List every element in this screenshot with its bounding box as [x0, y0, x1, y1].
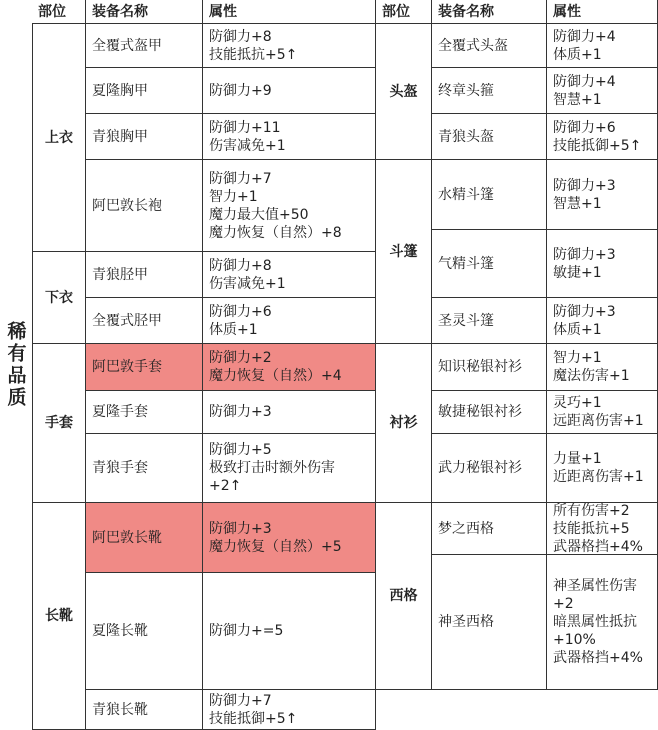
item-attr	[203, 503, 376, 573]
item-name	[432, 230, 547, 298]
item-name-text: 圣灵斗篷	[438, 312, 494, 329]
category-label-text: 手套	[45, 415, 73, 431]
item-name	[86, 503, 203, 573]
category-label	[376, 160, 432, 344]
item-attr	[203, 68, 376, 114]
item-attr	[547, 555, 658, 690]
item-attr	[547, 503, 658, 555]
item-name	[432, 555, 547, 690]
item-name-text: 气精斗篷	[438, 255, 494, 272]
item-name-text: 武力秘银衬衫	[438, 460, 522, 476]
item-name	[432, 344, 547, 391]
category-label	[376, 24, 432, 160]
item-name-text: 青狼头盔	[438, 128, 494, 145]
item-name-text: 阿巴敦手套	[92, 359, 162, 375]
item-attr-text: 防御力+8 技能抵抗+5↑	[209, 28, 298, 63]
item-name	[86, 690, 203, 730]
item-name	[86, 298, 203, 344]
item-attr	[547, 68, 658, 114]
item-attr	[203, 391, 376, 434]
category-label-text: 上衣	[45, 129, 73, 146]
item-name	[86, 24, 203, 68]
item-attr	[547, 344, 658, 391]
item-name-text: 水精斗篷	[438, 186, 494, 203]
item-name	[432, 434, 547, 503]
item-attr	[547, 298, 658, 344]
category-label-text: 头盔	[389, 83, 418, 100]
item-attr	[203, 24, 376, 68]
item-attr	[547, 230, 658, 298]
item-attr	[547, 160, 658, 230]
item-name-text: 知识秘银衬衫	[438, 359, 522, 375]
item-name-text: 阿巴敦长袍	[92, 197, 162, 214]
header-part-2	[376, 0, 432, 24]
item-name-text: 青狼胸甲	[92, 128, 148, 145]
item-attr-text: 防御力+3 体质+1	[553, 303, 616, 338]
item-name	[432, 24, 547, 68]
item-name-text: 青狼手套	[92, 460, 148, 476]
item-attr-text: 智力+1 魔法伤害+1	[553, 350, 630, 384]
item-attr-text: 力量+1 近距离伤害+1	[553, 451, 644, 485]
header-name-2	[432, 0, 547, 24]
item-name-text: 阿巴敦长靴	[92, 529, 162, 546]
item-attr-text: 防御力+3	[209, 404, 272, 420]
item-attr	[547, 24, 658, 68]
item-name-text: 神圣西格	[438, 614, 494, 630]
category-label-text: 长靴	[45, 608, 73, 624]
item-name	[86, 344, 203, 391]
category-label	[32, 24, 86, 252]
item-name-text: 终章头箍	[438, 82, 494, 99]
header-attr-text: 属性	[209, 3, 237, 20]
item-attr	[547, 434, 658, 503]
item-name	[86, 391, 203, 434]
item-attr	[203, 434, 376, 503]
item-attr	[203, 573, 376, 690]
header-attr	[203, 0, 376, 24]
category-label-text: 西格	[389, 588, 418, 604]
item-name-text: 全覆式盔甲	[92, 37, 162, 54]
item-attr	[203, 160, 376, 252]
item-attr-text: 防御力+=5	[209, 623, 284, 639]
item-attr	[547, 114, 658, 160]
item-attr-text: 防御力+9	[209, 82, 272, 99]
item-name-text: 夏隆胸甲	[92, 82, 148, 99]
item-attr	[203, 344, 376, 391]
item-attr	[203, 252, 376, 298]
item-name	[432, 114, 547, 160]
item-name-text: 梦之西格	[438, 520, 494, 537]
item-name	[86, 252, 203, 298]
item-name	[86, 160, 203, 252]
rarity-label: 稀有品质	[4, 321, 27, 409]
item-attr-text: 灵巧+1 远距离伤害+1	[553, 395, 644, 429]
item-attr-text: 防御力+3 智慧+1	[553, 177, 616, 212]
item-name-text: 青狼长靴	[92, 701, 148, 718]
item-name	[432, 503, 547, 555]
category-label	[376, 344, 432, 503]
item-name	[432, 160, 547, 230]
item-attr-text: 防御力+8 伤害减免+1	[209, 257, 286, 292]
category-label-text: 衬衫	[389, 415, 418, 431]
item-attr	[203, 298, 376, 344]
item-attr-text: 防御力+11 伤害减免+1	[209, 119, 286, 154]
category-label	[32, 252, 86, 344]
header-name-text: 装备名称	[92, 3, 148, 20]
item-attr-text: 防御力+3 魔力恢复（自然）+5	[209, 520, 342, 555]
item-attr-text: 防御力+7 智力+1 魔力最大值+50 魔力恢复（自然）+8	[209, 170, 342, 241]
item-name	[432, 391, 547, 434]
item-name-text: 青狼胫甲	[92, 266, 148, 283]
category-label-text: 下衣	[45, 289, 73, 306]
item-attr-text: 防御力+2 魔力恢复（自然）+4	[209, 350, 342, 384]
category-label	[32, 344, 86, 503]
item-attr-text: 所有伤害+2 技能抵抗+5 武器格挡+4%	[553, 503, 643, 555]
item-attr	[203, 114, 376, 160]
item-attr-text: 防御力+5 极致打击时额外伤害 +2↑	[209, 442, 335, 494]
header-name-2-text: 装备名称	[438, 3, 494, 20]
header-part-2-text: 部位	[382, 3, 410, 20]
category-label	[32, 503, 86, 730]
header-part	[32, 0, 86, 24]
item-name	[432, 298, 547, 344]
item-attr-text: 神圣属性伤害 +2 暗黑属性抵抗 +10% 武器格挡+4%	[553, 578, 643, 666]
item-attr	[203, 690, 376, 730]
item-name-text: 敏捷秘银衬衫	[438, 404, 522, 420]
header-attr-2	[547, 0, 658, 24]
item-attr-text: 防御力+4 智慧+1	[553, 73, 616, 108]
item-name-text: 全覆式头盔	[438, 37, 508, 54]
header-name	[86, 0, 203, 24]
header-part-text: 部位	[38, 3, 66, 20]
item-name	[86, 68, 203, 114]
item-attr-text: 防御力+7 技能抵御+5↑	[209, 692, 298, 727]
item-attr-text: 防御力+4 体质+1	[553, 28, 616, 63]
item-name	[86, 114, 203, 160]
item-attr-text: 防御力+6 技能抵御+5↑	[553, 119, 642, 154]
item-name	[432, 68, 547, 114]
item-name-text: 全覆式胫甲	[92, 312, 162, 329]
item-name-text: 夏隆长靴	[92, 623, 148, 639]
item-name	[86, 434, 203, 503]
header-attr-2-text: 属性	[553, 3, 581, 20]
item-attr-text: 防御力+6 体质+1	[209, 303, 272, 338]
item-attr-text: 防御力+3 敏捷+1	[553, 246, 616, 281]
item-name	[86, 573, 203, 690]
category-label	[376, 503, 432, 690]
item-attr	[547, 391, 658, 434]
category-label-text: 斗篷	[389, 243, 418, 260]
item-name-text: 夏隆手套	[92, 404, 148, 420]
